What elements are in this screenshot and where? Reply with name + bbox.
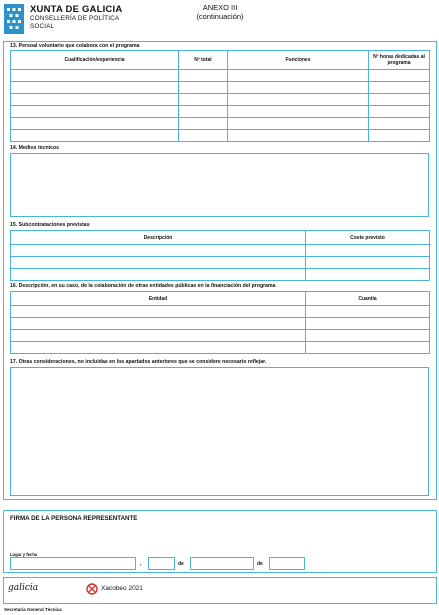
table-cell[interactable]	[179, 70, 228, 82]
table-cell[interactable]	[228, 118, 369, 130]
table-cell[interactable]	[11, 342, 306, 354]
column-header: Cuantía	[306, 292, 430, 306]
table-cell[interactable]	[369, 130, 430, 142]
galicia-logo: galicia	[8, 583, 39, 593]
table-cell[interactable]	[11, 245, 306, 257]
table-cell[interactable]	[306, 330, 430, 342]
column-header: Coste previsto	[306, 231, 430, 245]
table-cell[interactable]	[369, 82, 430, 94]
place-date-label: Lugar y fecha	[10, 552, 38, 557]
table-cell[interactable]	[228, 106, 369, 118]
table-cell[interactable]	[179, 106, 228, 118]
year-input[interactable]	[269, 557, 305, 570]
month-input[interactable]	[190, 557, 254, 570]
table-cell[interactable]	[11, 306, 306, 318]
section-14-title: 14. Medios técnicos	[10, 145, 60, 151]
annex-heading	[180, 3, 260, 21]
xunta-shield-logo	[3, 3, 25, 35]
day-input[interactable]	[148, 557, 175, 570]
public-entities-table	[10, 291, 430, 354]
table-row	[11, 82, 430, 94]
table-cell[interactable]	[228, 130, 369, 142]
table-cell[interactable]	[369, 94, 430, 106]
column-header: Entidad	[11, 292, 306, 306]
table-cell[interactable]	[306, 245, 430, 257]
table-cell[interactable]	[306, 342, 430, 354]
section-15-title: 15. Subcontrataciones previstas	[10, 222, 90, 228]
table-cell[interactable]	[306, 269, 430, 281]
table-row	[11, 70, 430, 82]
table-row	[11, 330, 430, 342]
table-cell[interactable]	[11, 330, 306, 342]
volunteer-staff-table	[10, 50, 430, 142]
org-line-3: SOCIAL	[30, 22, 55, 30]
xacobeo-icon	[86, 583, 98, 595]
signature-title: FIRMA DE LA PERSONA REPRESENTANTE	[10, 515, 138, 522]
section-13-title: 13. Persoal voluntario que colabora con el programa	[10, 43, 140, 49]
table-cell[interactable]	[306, 306, 430, 318]
place-input[interactable]	[10, 557, 136, 570]
table-cell[interactable]	[11, 118, 179, 130]
page-header	[0, 0, 439, 42]
table-cell[interactable]	[11, 94, 179, 106]
footer-box	[3, 577, 437, 604]
org-line-2: CONSELLERÍA DE POLÍTICA	[30, 15, 120, 22]
table-row	[11, 94, 430, 106]
section-16-title: 16. Descripción, en su caso, de la colaboración de otras entidades públicas en la financiación del programa	[10, 283, 276, 289]
column-header: Cualificación/experiencia	[11, 51, 179, 70]
column-header: Nº total	[179, 51, 228, 70]
secretaria-label: Secretaría General Técnica	[4, 607, 62, 612]
table-cell[interactable]	[369, 118, 430, 130]
other-considerations-field[interactable]	[10, 367, 429, 496]
organization-name	[30, 4, 122, 30]
column-header: Funciones	[228, 51, 369, 70]
table-cell[interactable]	[179, 130, 228, 142]
org-line-1: XUNTA DE GALICIA	[30, 4, 123, 15]
de-separator-1: de	[178, 561, 184, 567]
table-cell[interactable]	[228, 70, 369, 82]
table-cell[interactable]	[11, 82, 179, 94]
table-row	[11, 257, 430, 269]
column-header: Descripción	[11, 231, 306, 245]
table-row	[11, 245, 430, 257]
table-cell[interactable]	[306, 257, 430, 269]
table-cell[interactable]	[179, 94, 228, 106]
table-cell[interactable]	[11, 130, 179, 142]
table-cell[interactable]	[179, 82, 228, 94]
column-header: Nº horas dedicadas al programa	[369, 51, 430, 70]
table-row	[11, 318, 430, 330]
table-cell[interactable]	[11, 70, 179, 82]
technical-means-field[interactable]	[10, 153, 429, 217]
table-row	[11, 269, 430, 281]
table-cell[interactable]	[369, 70, 430, 82]
annex-title: ANEXO III	[202, 3, 238, 12]
table-cell[interactable]	[369, 106, 430, 118]
table-cell[interactable]	[179, 118, 228, 130]
table-cell[interactable]	[11, 269, 306, 281]
table-cell[interactable]	[306, 318, 430, 330]
table-cell[interactable]	[11, 318, 306, 330]
table-cell[interactable]	[11, 106, 179, 118]
table-row	[11, 106, 430, 118]
annex-subtitle: (continuación)	[196, 12, 244, 21]
table-row	[11, 306, 430, 318]
section-17-title: 17. Otras consideraciones, no incluidas en los apartados anteriores que se considere necesario reflejar.	[10, 359, 267, 365]
table-cell[interactable]	[11, 257, 306, 269]
table-row	[11, 118, 430, 130]
table-row	[11, 342, 430, 354]
subcontracting-table	[10, 230, 430, 281]
xacobeo-logo-text: Xacobeo 2021	[101, 585, 143, 592]
table-cell[interactable]	[228, 94, 369, 106]
comma-separator: ,	[140, 561, 142, 567]
de-separator-2: de	[257, 561, 263, 567]
table-row	[11, 130, 430, 142]
table-cell[interactable]	[228, 82, 369, 94]
